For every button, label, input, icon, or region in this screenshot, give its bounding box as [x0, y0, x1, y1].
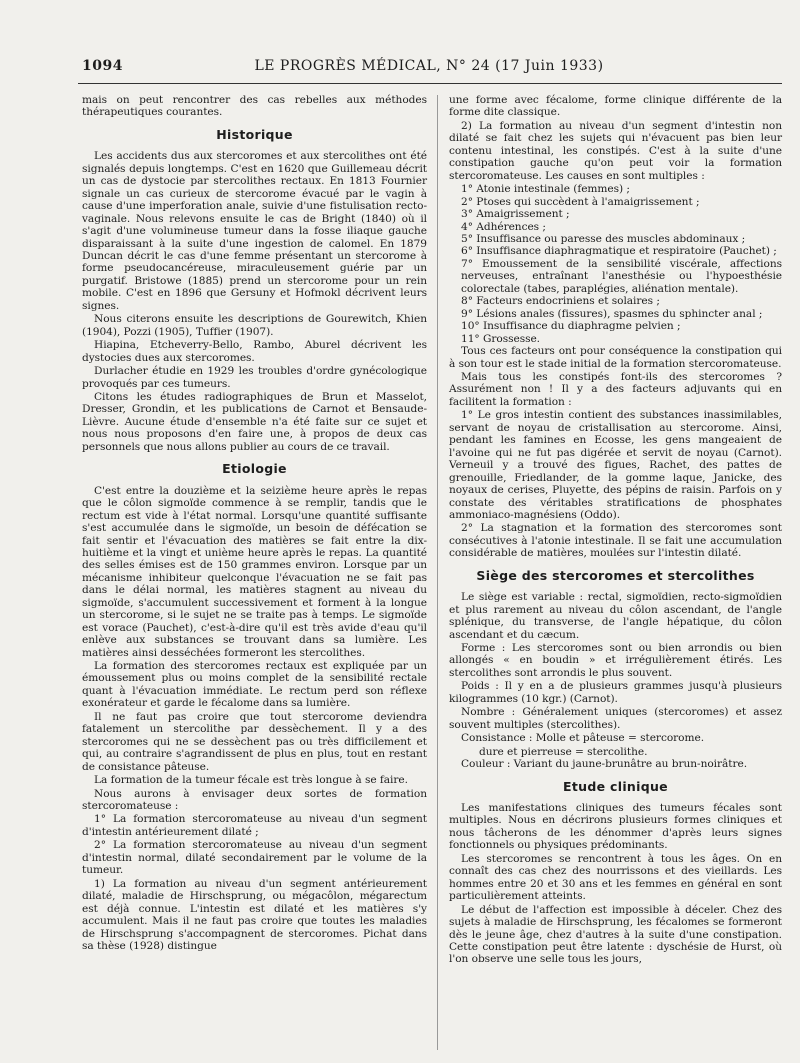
paragraph: Il ne faut pas croire que tout stercorome deviendra fatalement un stercolithe par dessèchement. Il y a des stercoromes qui ne se dessèchent pas ou très difficilement et qui, au contraire s'agrandissent de plus en plus, tout en restant de consistance pâteuse. — [82, 710, 427, 773]
paragraph: Hiapina, Etcheverry-Bello, Rambo, Aburel décrivent les dystocies dues aux stercoromes. — [82, 339, 427, 364]
list-item: 3° Amaigrissement ; — [461, 208, 570, 221]
paragraph: Le début de l'affection est impossible à déceler. Chez des sujets à maladie de Hirschsprung, les fécalomes se formeront dès le jeune âge, chez d'autres à la suite d'une constipation. Cette constipation peut être latente : dyschésie de Hurst, où l'on observe une selle tous les jours, — [449, 903, 782, 966]
list-item: 4° Adhérences ; — [461, 220, 546, 233]
paragraph: Le siège est variable : rectal, sigmoïdien, recto-sigmoïdien et plus rarement au niveau du côlon ascendant, de l'angle splénique, du transverse, de l'angle hépatique, du côlon ascendant et du cæcum. — [449, 591, 782, 641]
paragraph: Tous ces facteurs ont pour conséquence la constipation qui à son tour est le stade initial de la formation stercoromateuse. — [449, 345, 782, 370]
list-item: 5° Insuffisance ou paresse des muscles abdominaux ; — [461, 232, 746, 245]
paragraph: 1) La formation au niveau d'un segment antérieurement dilaté, maladie de Hirschsprung, ou mégacôlon, mégarectum est déjà connue. L'intestin est dilaté et les matières s'y accumulent. Mais il ne faut pas croire que toutes les maladies de Hirschsprung s'accompagnent de stercoromes. Pichat dans sa thèse (1928) distingue — [82, 877, 427, 952]
page-number: 1094 — [82, 58, 123, 74]
page-header — [78, 58, 780, 80]
paragraph: Consistance : Molle et pâteuse = stercorome. — [461, 732, 705, 745]
section-heading-historique: Historique — [216, 126, 293, 142]
left-column — [82, 94, 427, 953]
paragraph: Forme : Les stercoromes sont ou bien arrondis ou bien allongés « en boudin » et irrégulièrement étirés. Les stercolithes sont arrondis le plus souvent. — [449, 642, 782, 679]
paragraph: Mais tous les constipés font-ils des stercoromes ? Assurément non ! Il y a des facteurs adjuvants qui en facilitent la formation : — [449, 370, 782, 408]
paragraph: Nous aurons à envisager deux sortes de formation stercoromateuse : — [82, 787, 427, 813]
paragraph: une forme avec fécalome, forme clinique différente de la forme dite classique. — [449, 94, 782, 119]
list-item: 7° Emoussement de la sensibilité viscérale, affections nerveuses, entraînant l'anesthésie ou l'hypoesthésie colorectale (tabes, paraplégies, aliénation mentale). — [461, 257, 782, 295]
list-item: 10° Insuffisance du diaphragme pelvien ; — [461, 320, 681, 333]
header-rule — [78, 83, 782, 84]
paragraph: dure et pierreuse = stercolithe. — [479, 745, 648, 758]
paragraph: Citons les études radiographiques de Brun et Masselot, Dresser, Grondin, et les publications de Carnot et Bensaude-Lièvre. Aucune étude d'ensemble n'a été faite sur ce sujet et nous nous proposons d'en faire une, à propos de deux cas personnels que nous allons publier au cours de ce travail. — [82, 390, 427, 453]
paragraph: 2° La stagnation et la formation des stercoromes sont consécutives à l'atonie intestinale. Il se fait une accumulation considérable de matières, moulées sur l'intestin dilaté. — [449, 522, 782, 560]
list-item: 11° Grossesse. — [461, 332, 541, 345]
list-item: 8° Facteurs endocriniens et solaires ; — [461, 295, 660, 308]
running-title: LE PROGRÈS MÉDICAL, N° 24 (17 Juin 1933) — [254, 58, 604, 74]
paragraph: 1° Le gros intestin contient des substances inassimilables, servant de noyau de cristallisation au stercorome. Ainsi, pendant les famines en Ecosse, les gens mangeaient de l'avoine qui ne fut pas digérée et servit de noyau (Carnot). Verneuil y a trouvé des figues, Rachet, des pattes de grenouille, Friedlander, de la gomme laque, Janicke, des noyaux de cerises, Pluyette, des pépins de raisin. Parfois on y constate des véritables stratifications de phosphates ammoniaco-magnésiens (Oddo). — [449, 409, 782, 521]
paragraph: La formation des stercoromes rectaux est expliquée par un émoussement plus ou moins complet de la sensibilité rectale quant à l'évacuation immédiate. Le rectum perd son réflexe exonérateur et garde le fécalome dans sa lumière. — [82, 660, 427, 710]
paragraph: Les manifestations cliniques des tumeurs fécales sont multiples. Nous en décrirons plusieurs formes cliniques et nous tâcherons de les dénommer d'après leurs signes fonctionnels ou physiques prédominants. — [449, 802, 782, 852]
paragraph: C'est entre la douzième et la seizième heure après le repas que le côlon sigmoïde commence à se remplir, tandis que le rectum est vide à l'état normal. Lorsqu'une quantité suffisante s'est accumulée dans le sigmoïde, un besoin de défécation se fait sentir et l'évacuation des matières se fait entre la dix-huitième et la vingt et unième heure après le repas. La quantité des selles émises est de 150 grammes environ. Lorsque par un mécanisme inhibiteur quelconque l'évacuation ne se fait pas dans le délai normal, les matières stagnent au niveau du sigmoïde, s'accumulent successivement et forment à la longue un stercorome, si le sujet ne se traite pas à temps. Le sigmoïde est vorace (Pauchet), c'est-à-dire qu'il est très avide d'eau qu'il enlève aux substances se trouvant dans sa lumière. Les matières ainsi desséchées formeront les stercolithes. — [82, 484, 427, 659]
section-heading-etude-clinique: Etude clinique — [563, 778, 668, 794]
paragraph: Les stercoromes se rencontrent à tous les âges. On en connaît des cas chez des nourrissons et des vieillards. Les hommes entre 20 et 30 ans et les femmes en général en sont particulièrement atteints. — [449, 852, 782, 903]
paragraph: Nous citerons ensuite les descriptions de Gourewitch, Khien (1904), Pozzi (1905), Tuffier (1907). — [82, 313, 427, 338]
paragraph: La formation de la tumeur fécale est très longue à se faire. — [94, 774, 408, 787]
list-item: 6° Insuffisance diaphragmatique et respiratoire (Pauchet) ; — [461, 245, 777, 258]
paragraph: Couleur : Variant du jaune-brunâtre au brun-noirâtre. — [461, 758, 748, 771]
column-divider — [437, 95, 438, 1050]
list-item: 9° Lésions anales (fissures), spasmes du sphincter anal ; — [461, 307, 763, 320]
list-item: 1° Atonie intestinale (femmes) ; — [461, 183, 630, 196]
section-heading-etiologie: Etiologie — [222, 461, 287, 477]
section-heading-siege: Siège des stercoromes et stercolithes — [476, 567, 755, 583]
paragraph: Durlacher étudie en 1929 les troubles d'ordre gynécologique provoqués par ces tumeurs. — [82, 365, 427, 390]
paragraph: Nombre : Généralement uniques (stercoromes) et assez souvent multiples (stercolithes). — [449, 706, 782, 731]
paragraph: Les accidents dus aux stercoromes et aux stercolithes ont été signalés depuis longtemps. C'est en 1620 que Guillemeau décrit un cas de dystocie par stercolithes rectaux. En 1813 Fournier signale un cas curieux de stercorome évacué par le vagin à cause d'une imperforation anale, suivie d'une fistulisation recto-vaginale. Nous relevons ensuite le cas de Bright (1840) où il s'agit d'une volumineuse tumeur dans la fosse iliaque gauche disparaissant à la suite d'une ingestion de calomel. En 1879 Duncan décrit le cas d'une femme présentant un stercorome à forme pseudocancéreuse, miraculeusement guérie par un purgatif. Bristowe (1885) prend un stercorome pour un rein mobile. C'est en 1896 que Gersuny et Hofmokl décrivent leurs signes. — [82, 150, 427, 312]
list-item: 2° Ptoses qui succèdent à l'amaigrissement ; — [461, 195, 700, 208]
paragraph: 1° La formation stercoromateuse au niveau d'un segment d'intestin antérieurement dilaté ; — [82, 813, 427, 838]
right-column — [449, 94, 782, 967]
paragraph: Poids : Il y en a de plusieurs grammes jusqu'à plusieurs kilogrammes (10 kgr.) (Carnot). — [449, 680, 782, 705]
paragraph: 2° La formation stercoromateuse au niveau d'un segment d'intestin normal, dilaté secondairement par le volume de la tumeur. — [82, 839, 427, 877]
paragraph: 2) La formation au niveau d'un segment d'intestin non dilaté se fait chez les sujets qui n'évacuent pas bien leur contenu intestinal, les constipés. C'est à la suite d'une constipation gauche qu'on peut voir la formation stercoromateuse. Les causes en sont multiples : — [449, 119, 782, 182]
paragraph: mais on peut rencontrer des cas rebelles aux méthodes thérapeutiques courantes. — [82, 94, 427, 119]
